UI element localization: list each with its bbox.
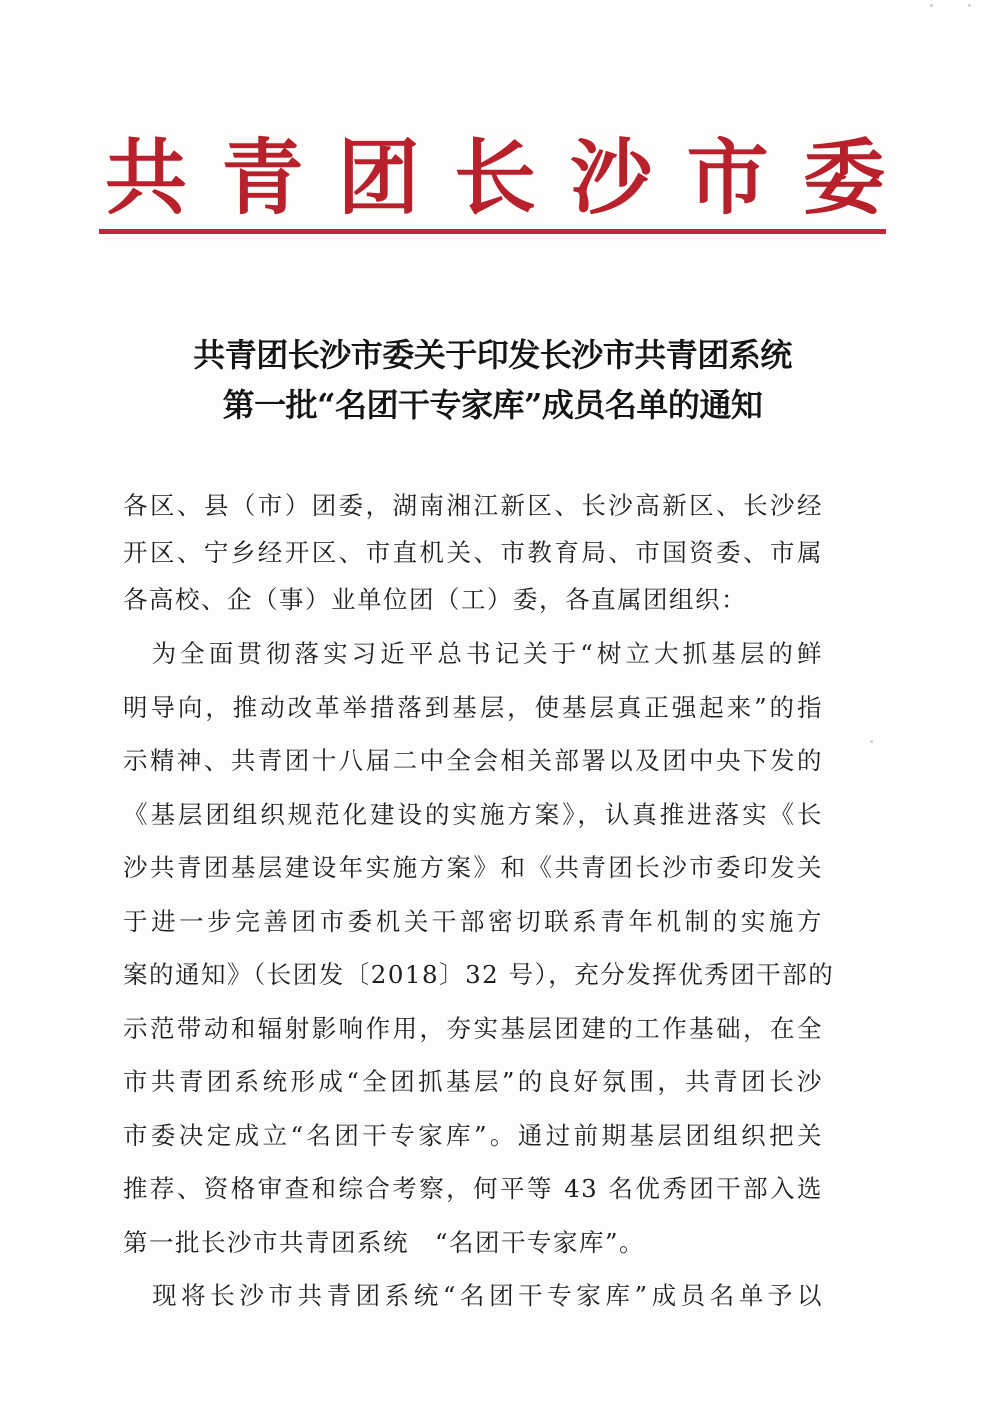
paragraph-line: 明导向，推动改革举措落到基层，使基层真正强起来”的指 bbox=[123, 692, 823, 722]
issuing-organization-header bbox=[100, 128, 890, 228]
paragraph-line: 第一批长沙市共青团系统 “名团干专家库”。 bbox=[123, 1227, 646, 1257]
body-paragraph-2 bbox=[123, 1269, 823, 1323]
scan-speck bbox=[968, 4, 971, 7]
scan-speck bbox=[930, 4, 933, 7]
paragraph-line: 为全面贯彻落实习近平总书记关于“树立大抓基层的鲜 bbox=[123, 639, 823, 668]
header-char: 长 bbox=[453, 130, 536, 226]
header-char: 委 bbox=[802, 130, 885, 226]
header-char: 沙 bbox=[570, 130, 653, 226]
paragraph-line: 市共青团系统形成“全团抓基层”的良好氛围，共青团长沙 bbox=[123, 1067, 823, 1096]
paragraph-line: 示范带动和辐射影响作用，夯实基层团建的工作基础，在全 bbox=[123, 1013, 823, 1043]
body-paragraph-1 bbox=[123, 627, 835, 1269]
document-title bbox=[100, 330, 885, 430]
red-header-divider bbox=[99, 229, 886, 234]
document-body bbox=[123, 482, 835, 1323]
header-char: 市 bbox=[686, 130, 769, 226]
document-title-line-1: 共青团长沙市委关于印发长沙市共青团系统 bbox=[193, 336, 792, 374]
document-title-line-2: 第一批“名团干专家库”成员名单的通知 bbox=[222, 386, 763, 424]
paragraph-line: 现将长沙市共青团系统“名团干专家库”成员名单予以 bbox=[123, 1281, 823, 1310]
paragraph-line: 推荐、资格审查和综合考察，何平等 43 名优秀团干部入选 bbox=[123, 1174, 823, 1203]
addressee-line: 开区、宁乡经开区、市直机关、市教育局、市国资委、市属 bbox=[123, 538, 823, 567]
header-char: 共 bbox=[104, 130, 187, 226]
addressee-line: 各区、县（市）团委，湖南湘江新区、长沙高新区、长沙经 bbox=[123, 491, 823, 520]
addressee-line: 各高校、企（事）业单位团（工）委，各直属团组织： bbox=[123, 585, 747, 614]
addressee-block bbox=[123, 482, 823, 623]
header-char: 团 bbox=[337, 130, 420, 226]
paragraph-line: 市委决定成立“名团干专家库”。通过前期基层团组织把关 bbox=[123, 1120, 823, 1150]
paragraph-line: 案的通知》（长团发〔2018〕32 号），充分发挥优秀团干部的 bbox=[123, 960, 835, 989]
paragraph-line: 于进一步完善团市委机关干部密切联系青年机制的实施方 bbox=[123, 906, 823, 936]
scan-speck bbox=[870, 740, 873, 743]
paragraph-line: 示精神、共青团十八届二中全会相关部署以及团中央下发的 bbox=[123, 746, 823, 775]
paragraph-line: 《基层团组织规范化建设的实施方案》，认真推进落实《长 bbox=[123, 799, 823, 829]
header-char: 青 bbox=[221, 130, 304, 226]
paragraph-line: 沙共青团基层建设年实施方案》和《共青团长沙市委印发关 bbox=[123, 853, 823, 882]
